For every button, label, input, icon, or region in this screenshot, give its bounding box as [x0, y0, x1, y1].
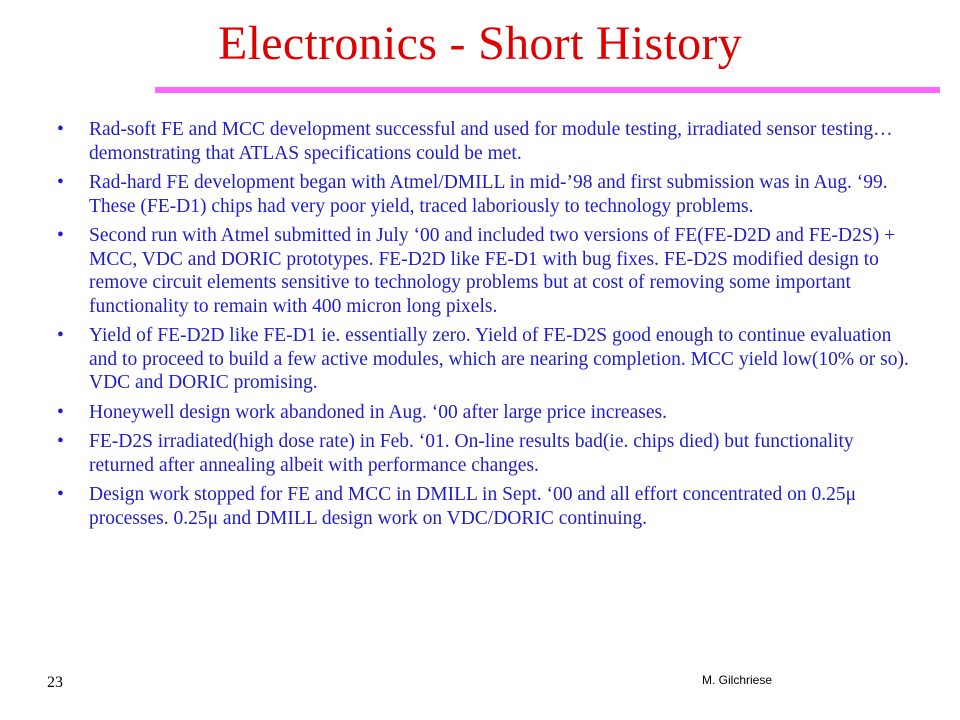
- bullet-text: Design work stopped for FE and MCC in DMILL in Sept. ‘00 and all effort concentrated on 0.25μ processes. 0.25μ and DMILL design work on VDC/DORIC continuing.: [89, 484, 857, 529]
- bullet-text: Honeywell design work abandoned in Aug. ‘00 after large price increases.: [89, 401, 667, 423]
- bullet-text: Rad-hard FE development began with Atmel/DMILL in mid-’98 and first submission was in Aug. ‘99. These (FE-D1) chips had very poor yield, traced laboriously to technology problems.: [89, 172, 888, 217]
- bullet-text: FE-D2S irradiated(high dose rate) in Feb. ‘01. On-line results bad(ie. chips died) but functionality returned after annealing albeit with performance changes.: [89, 431, 854, 476]
- bullet-dot-icon: •: [57, 172, 64, 193]
- bullet-dot-icon: •: [57, 119, 64, 140]
- bullet-text: Rad-soft FE and MCC development successful and used for module testing, irradiated sensor testing…demonstrating that ATLAS specifications could be met.: [89, 119, 893, 164]
- bullet-list: [57, 118, 917, 536]
- bullet-item: [57, 324, 917, 395]
- bullet-item: [57, 430, 917, 477]
- slide-title: Electronics - Short History: [217, 17, 742, 70]
- author-footer: M. Gilchriese: [702, 673, 773, 687]
- bullet-item: [57, 224, 917, 318]
- bullet-text: Yield of FE-D2D like FE-D1 ie. essentially zero. Yield of FE-D2S good enough to continue evaluation and to proceed to build a few active modules, which are nearing completion. MCC yield low(10% or so). VDC and DORIC promising.: [89, 325, 909, 393]
- bullet-item: [57, 118, 917, 165]
- bullet-dot-icon: •: [57, 225, 64, 246]
- title-underline: [155, 87, 940, 93]
- bullet-dot-icon: •: [57, 325, 64, 346]
- bullet-dot-icon: •: [57, 484, 64, 505]
- bullet-dot-icon: •: [57, 401, 64, 423]
- bullet-item: [57, 401, 917, 425]
- bullet-item: [57, 483, 917, 530]
- bullet-dot-icon: •: [57, 431, 64, 452]
- bullet-text: Second run with Atmel submitted in July ‘00 and included two versions of FE(FE-D2D and FE-D2S) + MCC, VDC and DORIC prototypes. FE-D2D like FE-D1 with bug fixes. FE-D2S modified design to remove circuit elements sensitive to technology problems but at cost of removing some important functionality to remain with 400 micron long pixels.: [89, 225, 896, 317]
- bullet-item: [57, 171, 917, 218]
- slide-number: 23: [47, 674, 63, 691]
